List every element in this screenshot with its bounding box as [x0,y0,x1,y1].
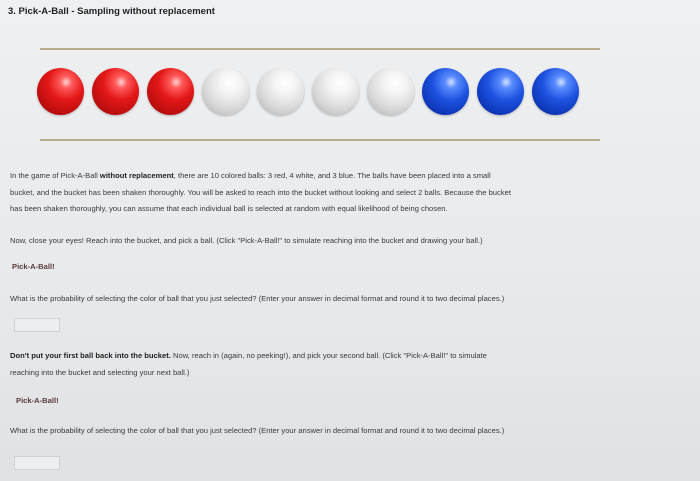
pick-a-ball-button-2[interactable]: Pick-A-Ball! [16,396,59,405]
red-ball-icon [37,68,84,115]
intro-text: has been shaken thoroughly, you can assume that each individual ball is selected at random with equal likelihood of being chosen. [10,204,448,213]
intro-text: bucket, and the bucket has been shaken thoroughly. You will be asked to reach into the bucket without looking and select 2 balls. Because the bucket [10,187,511,197]
step2-text: reaching into the bucket and selecting your next ball.) [10,367,190,377]
step2-text: Now, reach in (again, no peeking!), and pick your second ball. (Click "Pick-A-Ball!" to simulate [170,351,487,360]
white-ball-icon [367,68,414,115]
blue-ball-icon [422,68,469,115]
divider-bottom [40,139,600,141]
intro-paragraph [10,168,660,218]
intro-bold-text: without replacement [99,171,174,180]
white-ball-icon [257,68,304,115]
step2-instruction [10,348,660,381]
intro-text: , there are 10 colored balls: 3 red, 4 white, and 3 blue. The balls have been placed into a small [173,171,491,180]
step2-bold-text: Don't put your first ball back into the bucket. [10,351,171,360]
ball-row [37,68,579,115]
answer-input-1[interactable] [14,318,60,332]
pick-a-ball-button-1[interactable]: Pick-A-Ball! [12,262,55,271]
white-ball-icon [202,68,249,115]
intro-text: In the game of Pick-A-Ball [10,171,100,180]
question-1: What is the probability of selecting the color of ball that you just selected? (Enter your answer in decimal format and round it to two decimal places.) [10,294,505,303]
question-2: What is the probability of selecting the color of ball that you just selected? (Enter your answer in decimal format and round it to two decimal places.) [10,426,505,435]
white-ball-icon [312,68,359,115]
step1-instruction: Now, close your eyes! Reach into the bucket, and pick a ball. (Click "Pick-A-Ball!" to simulate reaching into the bucket and drawing your ball.) [10,236,483,245]
divider-top [40,48,600,50]
blue-ball-icon [532,68,579,115]
blue-ball-icon [477,68,524,115]
page-title: 3. Pick-A-Ball - Sampling without replacement [8,6,215,17]
red-ball-icon [92,68,139,115]
red-ball-icon [147,68,194,115]
answer-input-2[interactable] [14,456,60,470]
